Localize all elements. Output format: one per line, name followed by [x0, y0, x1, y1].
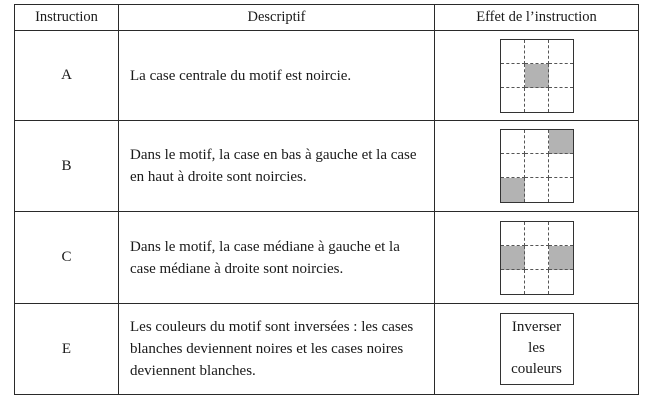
instruction-description: Dans le motif, la case en bas à gauche et la case en haut à droite sont noircies.	[119, 121, 435, 212]
grid-cell-dark	[501, 246, 525, 270]
instruction-letter: B	[15, 121, 119, 212]
instruction-effect	[435, 304, 639, 395]
grid-cell	[501, 270, 525, 294]
pattern-grid-c	[500, 221, 574, 295]
instruction-letter: E	[15, 304, 119, 395]
grid-cell-dark	[549, 246, 573, 270]
grid-cell	[525, 130, 549, 154]
grid-cell-dark	[549, 130, 573, 154]
instruction-effect	[435, 121, 639, 212]
grid-cell	[525, 222, 549, 246]
grid-cell	[525, 178, 549, 202]
header-effet: Effet de l’instruction	[435, 5, 639, 31]
grid-cell	[501, 222, 525, 246]
grid-cell	[549, 88, 573, 112]
instruction-table	[14, 4, 639, 395]
grid-cell	[549, 154, 573, 178]
instruction-description: La case centrale du motif est noircie.	[119, 31, 435, 121]
grid-cell	[501, 40, 525, 64]
grid-cell	[525, 154, 549, 178]
grid-cell	[549, 64, 573, 88]
instruction-effect	[435, 212, 639, 304]
grid-cell	[549, 270, 573, 294]
header-instruction: Instruction	[15, 5, 119, 31]
header-row	[15, 5, 639, 31]
grid-cell	[501, 88, 525, 112]
instruction-letter: C	[15, 212, 119, 304]
grid-cell	[501, 154, 525, 178]
instruction-description: Les couleurs du motif sont inversées : les cases blanches deviennent noires et les cases noires deviennent blanches.	[119, 304, 435, 395]
grid-cell	[549, 222, 573, 246]
table-row-c	[15, 212, 639, 304]
grid-cell	[525, 270, 549, 294]
grid-cell	[549, 178, 573, 202]
grid-cell	[525, 88, 549, 112]
instruction-effect	[435, 31, 639, 121]
grid-cell-dark	[501, 178, 525, 202]
grid-cell	[525, 40, 549, 64]
pattern-grid-a	[500, 39, 574, 113]
invert-colors-box: Inverser les couleurs	[500, 313, 574, 385]
instruction-description: Dans le motif, la case médiane à gauche et la case médiane à droite sont noircies.	[119, 212, 435, 304]
grid-cell	[501, 64, 525, 88]
pattern-grid-b	[500, 129, 574, 203]
grid-cell-dark	[525, 64, 549, 88]
grid-cell	[501, 130, 525, 154]
table-row-a	[15, 31, 639, 121]
grid-cell	[549, 40, 573, 64]
instruction-letter: A	[15, 31, 119, 121]
header-descriptif: Descriptif	[119, 5, 435, 31]
grid-cell	[525, 246, 549, 270]
table-row-e	[15, 304, 639, 395]
table-row-b	[15, 121, 639, 212]
